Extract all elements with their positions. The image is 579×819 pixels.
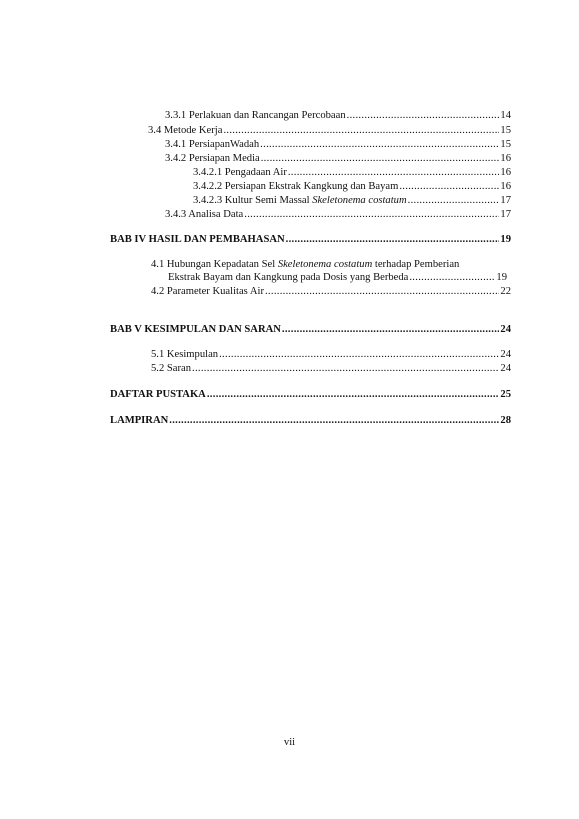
toc-page-number: 28 <box>500 415 511 426</box>
toc-leader-dots <box>282 323 500 336</box>
toc-entry-bab-iv[interactable] <box>110 233 511 246</box>
toc-entry-5-2[interactable] <box>151 362 511 375</box>
species-name: Skeletonema costatum <box>277 259 373 270</box>
toc-page-number: 24 <box>500 349 511 360</box>
toc-entry-3-4-2-3[interactable] <box>193 194 511 207</box>
toc-label-prefix: 3.4.2.3 Kultur Semi Massal <box>193 195 313 206</box>
toc-page-number: 16 <box>500 167 511 178</box>
toc-page-number: 16 <box>500 181 511 192</box>
toc-page-number: 14 <box>500 110 511 121</box>
toc-entry-5-1[interactable] <box>151 348 511 361</box>
toc-entry-label: 3.3.1 Perlakuan dan Rancangan Percobaan <box>165 110 346 121</box>
toc-entry-label: 3.4.1 PersiapanWadah <box>165 139 260 150</box>
toc-entry-3-4-1[interactable] <box>165 138 511 151</box>
toc-leader-dots <box>286 233 500 246</box>
toc-page-number: 24 <box>500 324 511 335</box>
toc-page-number: 24 <box>500 363 511 374</box>
toc-page-number: 15 <box>500 139 511 150</box>
toc-entry-label: 5.1 Kesimpulan <box>151 349 219 360</box>
toc-entry-3-4-3[interactable] <box>165 208 511 221</box>
toc-page-number: 19 <box>500 234 511 245</box>
toc-chapter-label: LAMPIRAN <box>110 415 169 426</box>
toc-leader-dots <box>169 414 499 427</box>
toc-label-suffix: terhadap Pemberian <box>372 259 460 270</box>
toc-entry-daftar-pustaka[interactable] <box>110 388 511 401</box>
toc-entry-label-continued: Ekstrak Bayam dan Kangkung pada Dosis yang Berbeda <box>168 272 409 283</box>
species-name: Skeletonema costatum <box>312 195 407 206</box>
toc-entry-3-4-2-1[interactable] <box>193 166 511 179</box>
toc-page-number: 19 <box>496 272 507 283</box>
toc-leader-dots <box>207 388 500 401</box>
toc-leader-dots <box>261 152 500 165</box>
page-number-footer: vii <box>283 737 296 748</box>
toc-chapter-label: BAB V KESIMPULAN DAN SARAN <box>110 324 281 335</box>
toc-leader-dots <box>219 348 499 361</box>
toc-entry-4-2[interactable] <box>151 285 511 298</box>
toc-label-prefix: 4.1 Hubungan Kepadatan Sel <box>151 259 278 270</box>
toc-entry-label: 3.4.2 Persiapan Media <box>165 153 260 164</box>
toc-leader-dots <box>347 109 500 122</box>
toc-leader-dots <box>409 271 495 284</box>
toc-entry-label: 5.2 Saran <box>151 363 192 374</box>
toc-leader-dots <box>260 138 499 151</box>
toc-entry-3-3-1[interactable] <box>165 109 511 122</box>
toc-leader-dots <box>408 194 500 207</box>
toc-entry-label: 4.2 Parameter Kualitas Air <box>151 286 264 297</box>
toc-entry-label: 3.4 Metode Kerja <box>148 125 223 136</box>
toc-entry-label: 3.4.2.2 Persiapan Ekstrak Kangkung dan Bayam <box>193 181 399 192</box>
toc-page-number: 16 <box>500 153 511 164</box>
toc-leader-dots <box>192 362 499 375</box>
toc-entry-3-4-2-2[interactable] <box>193 180 511 193</box>
toc-chapter-label: BAB IV HASIL DAN PEMBAHASAN <box>110 234 285 245</box>
toc-page-number: 17 <box>500 209 511 220</box>
toc-entry-label: 3.4.2.1 Pengadaan Air <box>193 167 287 178</box>
toc-chapter-label: DAFTAR PUSTAKA <box>110 389 206 400</box>
toc-page-number: 22 <box>500 286 511 297</box>
toc-leader-dots <box>223 124 499 137</box>
toc-leader-dots <box>244 208 499 221</box>
toc-entry-3-4[interactable] <box>148 124 511 137</box>
toc-page-number: 17 <box>500 195 511 206</box>
toc-leader-dots <box>399 180 499 193</box>
toc-leader-dots <box>265 285 499 298</box>
toc-page-number: 25 <box>500 389 511 400</box>
toc-entry-3-4-2[interactable] <box>165 152 511 165</box>
toc-leader-dots <box>288 166 500 179</box>
toc-entry-4-1-line-2[interactable] <box>168 271 507 284</box>
toc-page-number: 15 <box>500 125 511 136</box>
toc-entry-4-1-line-1[interactable] <box>151 258 459 271</box>
toc-entry-label: 3.4.3 Analisa Data <box>165 209 244 220</box>
toc-entry-lampiran[interactable] <box>110 414 511 427</box>
toc-entry-label <box>193 194 407 207</box>
toc-entry-bab-v[interactable] <box>110 323 511 336</box>
